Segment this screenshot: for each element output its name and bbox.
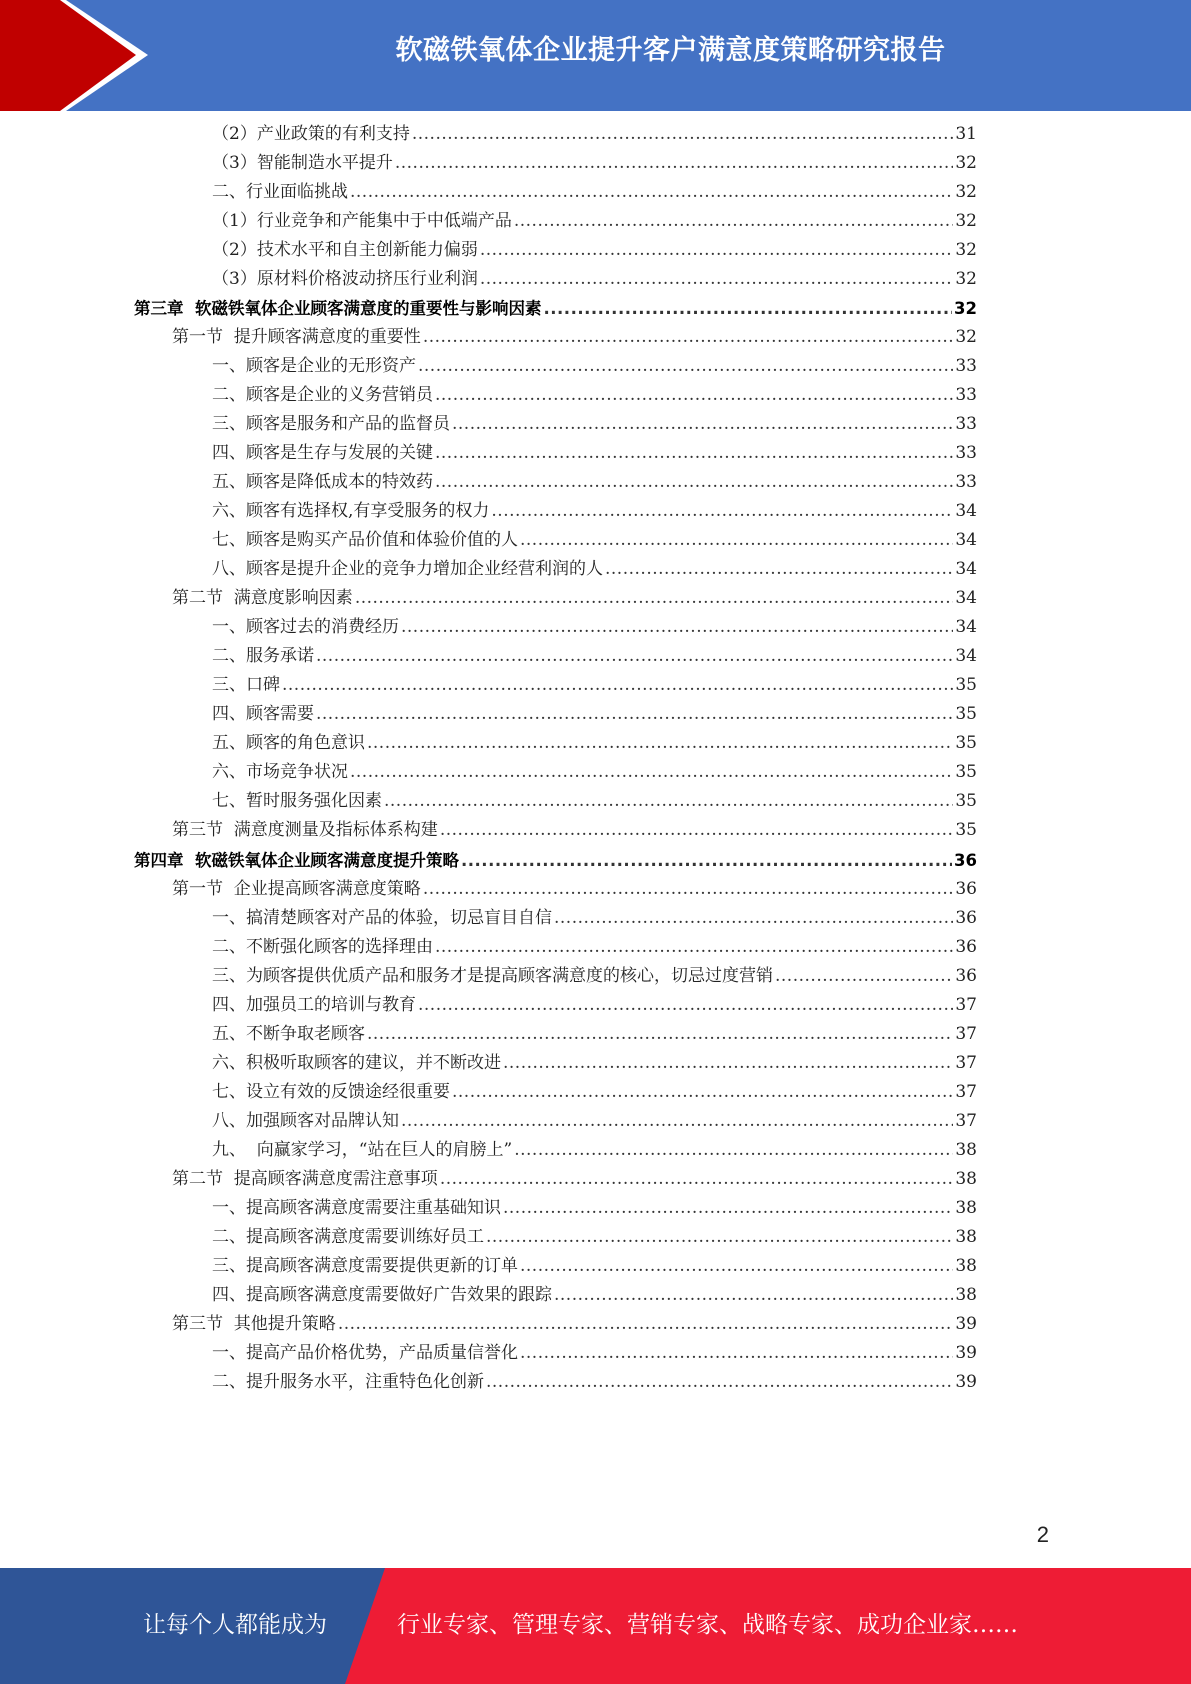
toc-entry-page: 39 bbox=[955, 1342, 977, 1363]
toc-entry-page: 33 bbox=[955, 472, 977, 493]
toc-entry-page: 34 bbox=[955, 588, 977, 609]
toc-entry-page: 38 bbox=[955, 1284, 977, 1305]
toc-entry-page: 34 bbox=[955, 617, 977, 638]
dot-leader bbox=[480, 236, 954, 265]
toc-entry-label: 四、顾客是生存与发展的关键 bbox=[212, 443, 433, 464]
toc-entry[interactable] bbox=[212, 671, 977, 700]
dot-leader bbox=[418, 991, 953, 1020]
dot-leader bbox=[355, 584, 954, 613]
toc-entry-page: 36 bbox=[954, 850, 977, 870]
toc-entry-label: 五、顾客的角色意识 bbox=[212, 733, 365, 754]
toc-entry-page: 35 bbox=[955, 791, 977, 812]
toc-entry[interactable] bbox=[212, 1020, 977, 1049]
toc-entry-page: 37 bbox=[955, 1052, 977, 1073]
dot-leader bbox=[401, 613, 953, 642]
toc-entry[interactable] bbox=[212, 439, 977, 468]
toc-entry-label: 二、提高顾客满意度需要训练好员工 bbox=[212, 1226, 484, 1247]
toc-entry-page: 35 bbox=[955, 820, 977, 841]
dot-leader bbox=[435, 439, 953, 468]
toc-entry-label: 一、搞清楚顾客对产品的体验，切忌盲目自信 bbox=[212, 907, 552, 928]
toc-entry[interactable] bbox=[212, 1281, 977, 1310]
dot-leader bbox=[452, 1078, 953, 1107]
toc-entry-page: 37 bbox=[955, 1023, 977, 1044]
chevron-decoration-icon bbox=[0, 0, 160, 111]
toc-entry[interactable] bbox=[212, 642, 977, 671]
toc-entry-page: 36 bbox=[955, 936, 977, 957]
toc-entry-page: 32 bbox=[955, 269, 977, 290]
toc-entry-label: （2）技术水平和自主创新能力偏弱 bbox=[212, 240, 478, 261]
dot-leader bbox=[395, 149, 954, 178]
dot-leader bbox=[486, 1223, 953, 1252]
toc-entry[interactable] bbox=[172, 1165, 977, 1194]
toc-entry-page: 35 bbox=[955, 704, 977, 725]
toc-entry-label: 二、提升服务水平，注重特色化创新 bbox=[212, 1371, 484, 1392]
toc-entry-label: 二、行业面临挑战 bbox=[212, 182, 348, 203]
toc-entry[interactable] bbox=[212, 1107, 977, 1136]
toc-entry-label: 第一节 提升顾客满意度的重要性 bbox=[172, 327, 421, 348]
toc-entry-page: 33 bbox=[955, 443, 977, 464]
dot-leader bbox=[486, 1368, 953, 1397]
dot-leader bbox=[503, 1194, 953, 1223]
toc-entry[interactable] bbox=[212, 962, 977, 991]
toc-entry-page: 37 bbox=[955, 994, 977, 1015]
toc-entry[interactable] bbox=[212, 352, 977, 381]
toc-entry[interactable] bbox=[172, 584, 977, 613]
toc-entry-label: （3）智能制造水平提升 bbox=[212, 153, 393, 174]
toc-entry-page: 32 bbox=[955, 211, 977, 232]
toc-entry-page: 35 bbox=[955, 762, 977, 783]
toc-entry[interactable] bbox=[212, 526, 977, 555]
dot-leader bbox=[491, 497, 953, 526]
toc-entry-label: 八、顾客是提升企业的竞争力增加企业经营利润的人 bbox=[212, 559, 603, 580]
dot-leader bbox=[316, 642, 953, 671]
toc-entry-label: 第四章 软磁铁氧体企业顾客满意度提升策略 bbox=[134, 850, 459, 870]
dot-leader bbox=[514, 1136, 953, 1165]
toc-entry[interactable] bbox=[212, 410, 977, 439]
toc-entry-label: 第二节 满意度影响因素 bbox=[172, 588, 353, 609]
toc-entry[interactable] bbox=[212, 1252, 977, 1281]
toc-entry-page: 37 bbox=[955, 1081, 977, 1102]
toc-entry-label: 一、顾客过去的消费经历 bbox=[212, 617, 399, 638]
toc-entry-label: 三、提高顾客满意度需要提供更新的订单 bbox=[212, 1255, 518, 1276]
dot-leader bbox=[316, 700, 953, 729]
toc-entry-label: 七、顾客是购买产品价值和体验价值的人 bbox=[212, 530, 518, 551]
footer-slogan-right: 行业专家、管理专家、营销专家、战略专家、成功企业家…… bbox=[397, 1612, 1018, 1638]
toc-entry-label: （2）产业政策的有利支持 bbox=[212, 124, 410, 144]
dot-leader bbox=[461, 846, 952, 875]
toc-entry-label: 六、积极听取顾客的建议，并不断改进 bbox=[212, 1052, 501, 1073]
dot-leader bbox=[452, 410, 953, 439]
toc-entry[interactable] bbox=[212, 178, 977, 207]
toc-entry-label: 三、口碑 bbox=[212, 675, 280, 696]
toc-entry[interactable] bbox=[212, 497, 977, 526]
toc-entry[interactable] bbox=[212, 1194, 977, 1223]
dot-leader bbox=[401, 1107, 953, 1136]
toc-entry[interactable] bbox=[212, 904, 977, 933]
toc-entry-label: 九、 向赢家学习，“站在巨人的肩膀上” bbox=[212, 1139, 513, 1160]
toc-entry-page: 35 bbox=[955, 733, 977, 754]
toc-entry[interactable] bbox=[212, 265, 977, 294]
dot-leader bbox=[350, 178, 953, 207]
toc-entry[interactable] bbox=[212, 468, 977, 497]
dot-leader bbox=[350, 758, 953, 787]
toc-entry[interactable] bbox=[212, 700, 977, 729]
toc-entry[interactable] bbox=[212, 207, 977, 236]
toc-entry-page: 34 bbox=[955, 559, 977, 580]
toc-entry-page: 32 bbox=[955, 182, 977, 203]
page-header bbox=[0, 0, 1191, 111]
toc-entry-page: 36 bbox=[955, 907, 977, 928]
toc-entry-page: 33 bbox=[955, 356, 977, 377]
dot-leader bbox=[520, 526, 953, 555]
toc-entry-label: 第一节 企业提高顾客满意度策略 bbox=[172, 878, 421, 899]
dot-leader bbox=[367, 729, 953, 758]
toc-entry-page: 32 bbox=[955, 240, 977, 261]
toc-entry[interactable] bbox=[212, 149, 977, 178]
toc-entry-page: 37 bbox=[955, 1110, 977, 1131]
toc-entry-label: 二、不断强化顾客的选择理由 bbox=[212, 936, 433, 957]
toc-entry-page: 33 bbox=[955, 385, 977, 406]
toc-entry[interactable] bbox=[212, 729, 977, 758]
dot-leader bbox=[440, 816, 954, 845]
footer-slogan-left: 让每个人都能成为 bbox=[143, 1612, 327, 1638]
dot-leader bbox=[435, 468, 953, 497]
dot-leader bbox=[440, 1165, 954, 1194]
toc-entry-page: 36 bbox=[955, 878, 977, 899]
toc-entry[interactable] bbox=[212, 555, 977, 584]
toc-entry-page: 35 bbox=[955, 675, 977, 696]
toc-entry[interactable] bbox=[212, 933, 977, 962]
dot-leader bbox=[435, 933, 953, 962]
toc-entry-page: 38 bbox=[955, 1197, 977, 1218]
toc-entry[interactable] bbox=[172, 323, 977, 352]
toc-entry-page: 34 bbox=[955, 646, 977, 667]
toc-entry-label: 三、为顾客提供优质产品和服务才是提高顾客满意度的核心，切忌过度营销 bbox=[212, 965, 773, 986]
toc-entry-label: （1）行业竞争和产能集中于中低端产品 bbox=[212, 211, 512, 232]
toc-entry[interactable] bbox=[134, 846, 977, 875]
toc-entry[interactable] bbox=[172, 1310, 977, 1339]
toc-entry-label: 一、顾客是企业的无形资产 bbox=[212, 356, 416, 377]
toc-entry-label: 五、顾客是降低成本的特效药 bbox=[212, 472, 433, 493]
dot-leader bbox=[338, 1310, 954, 1339]
toc-entry-label: 二、顾客是企业的义务营销员 bbox=[212, 385, 433, 406]
toc-entry[interactable] bbox=[212, 1223, 977, 1252]
toc-entry-page: 34 bbox=[955, 530, 977, 551]
toc-entry-page: 38 bbox=[955, 1139, 977, 1160]
toc-entry-page: 33 bbox=[955, 414, 977, 435]
dot-leader bbox=[412, 120, 954, 149]
toc-entry-label: 六、市场竞争状况 bbox=[212, 762, 348, 783]
toc-entry[interactable] bbox=[212, 236, 977, 265]
dot-leader bbox=[503, 1049, 953, 1078]
dot-leader bbox=[514, 207, 954, 236]
dot-leader bbox=[605, 555, 953, 584]
toc-entry-page: 34 bbox=[955, 501, 977, 522]
toc-entry-page: 39 bbox=[955, 1371, 977, 1392]
dot-leader bbox=[435, 381, 953, 410]
toc-entry-label: 六、顾客有选择权,有享受服务的权力 bbox=[212, 501, 490, 522]
toc-entry-page: 38 bbox=[955, 1168, 977, 1189]
toc-entry[interactable] bbox=[212, 758, 977, 787]
dot-leader bbox=[520, 1252, 953, 1281]
toc-entry-page: 36 bbox=[955, 965, 977, 986]
toc-entry[interactable] bbox=[212, 613, 977, 642]
toc-entry-label: （3）原材料价格波动挤压行业利润 bbox=[212, 269, 478, 290]
toc-entry-page: 38 bbox=[955, 1255, 977, 1276]
toc-entry-label: 一、提高顾客满意度需要注重基础知识 bbox=[212, 1197, 501, 1218]
toc-entry-label: 八、加强顾客对品牌认知 bbox=[212, 1110, 399, 1131]
toc-entry-label: 七、设立有效的反馈途经很重要 bbox=[212, 1081, 450, 1102]
toc-entry-label: 第三节 其他提升策略 bbox=[172, 1313, 336, 1334]
toc-entry-page: 32 bbox=[955, 327, 977, 348]
toc-entry[interactable] bbox=[134, 294, 977, 323]
toc-entry-page: 31 bbox=[955, 124, 977, 144]
page-footer bbox=[0, 1568, 1191, 1684]
toc-entry[interactable] bbox=[212, 1368, 977, 1397]
dot-leader bbox=[423, 875, 954, 904]
toc-entry[interactable] bbox=[212, 1078, 977, 1107]
toc-entry-page: 32 bbox=[954, 299, 977, 319]
toc-entry-label: 七、暂时服务强化因素 bbox=[212, 791, 382, 812]
toc-entry-page: 32 bbox=[955, 153, 977, 174]
toc-entry-label: 四、加强员工的培训与教育 bbox=[212, 994, 416, 1015]
toc-entry-label: 第三节 满意度测量及指标体系构建 bbox=[172, 820, 438, 841]
toc-entry[interactable] bbox=[212, 991, 977, 1020]
toc-entry[interactable] bbox=[212, 120, 977, 149]
toc-entry-label: 五、不断争取老顾客 bbox=[212, 1023, 365, 1044]
dot-leader bbox=[554, 904, 953, 933]
dot-leader bbox=[544, 294, 953, 323]
toc-entry[interactable] bbox=[212, 787, 977, 816]
toc-entry[interactable] bbox=[212, 1339, 977, 1368]
toc-entry-label: 四、顾客需要 bbox=[212, 704, 314, 725]
dot-leader bbox=[384, 787, 953, 816]
toc-entry-label: 第三章 软磁铁氧体企业顾客满意度的重要性与影响因素 bbox=[134, 299, 542, 319]
toc-entry-label: 第二节 提高顾客满意度需注意事项 bbox=[172, 1168, 438, 1189]
toc-entry[interactable] bbox=[172, 816, 977, 845]
toc-entry-label: 二、服务承诺 bbox=[212, 646, 314, 667]
page-number: 2 bbox=[1036, 1522, 1049, 1547]
toc-entry[interactable] bbox=[172, 875, 977, 904]
dot-leader bbox=[418, 352, 953, 381]
toc-entry[interactable] bbox=[212, 381, 977, 410]
toc-entry-label: 四、提高顾客满意度需要做好广告效果的跟踪 bbox=[212, 1284, 552, 1305]
dot-leader bbox=[282, 671, 953, 700]
toc-entry-page: 39 bbox=[955, 1313, 977, 1334]
dot-leader bbox=[554, 1281, 953, 1310]
toc-entry-label: 一、提高产品价格优势，产品质量信誉化 bbox=[212, 1342, 518, 1363]
toc-entry[interactable] bbox=[212, 1049, 977, 1078]
dot-leader bbox=[775, 962, 953, 991]
dot-leader bbox=[480, 265, 954, 294]
dot-leader bbox=[520, 1339, 953, 1368]
dot-leader bbox=[367, 1020, 953, 1049]
toc-entry-label: 三、顾客是服务和产品的监督员 bbox=[212, 414, 450, 435]
report-title: 软磁铁氧体企业提升客户满意度策略研究报告 bbox=[395, 35, 946, 66]
toc-entry[interactable] bbox=[212, 1136, 977, 1165]
toc-entry-page: 38 bbox=[955, 1226, 977, 1247]
dot-leader bbox=[423, 323, 954, 352]
